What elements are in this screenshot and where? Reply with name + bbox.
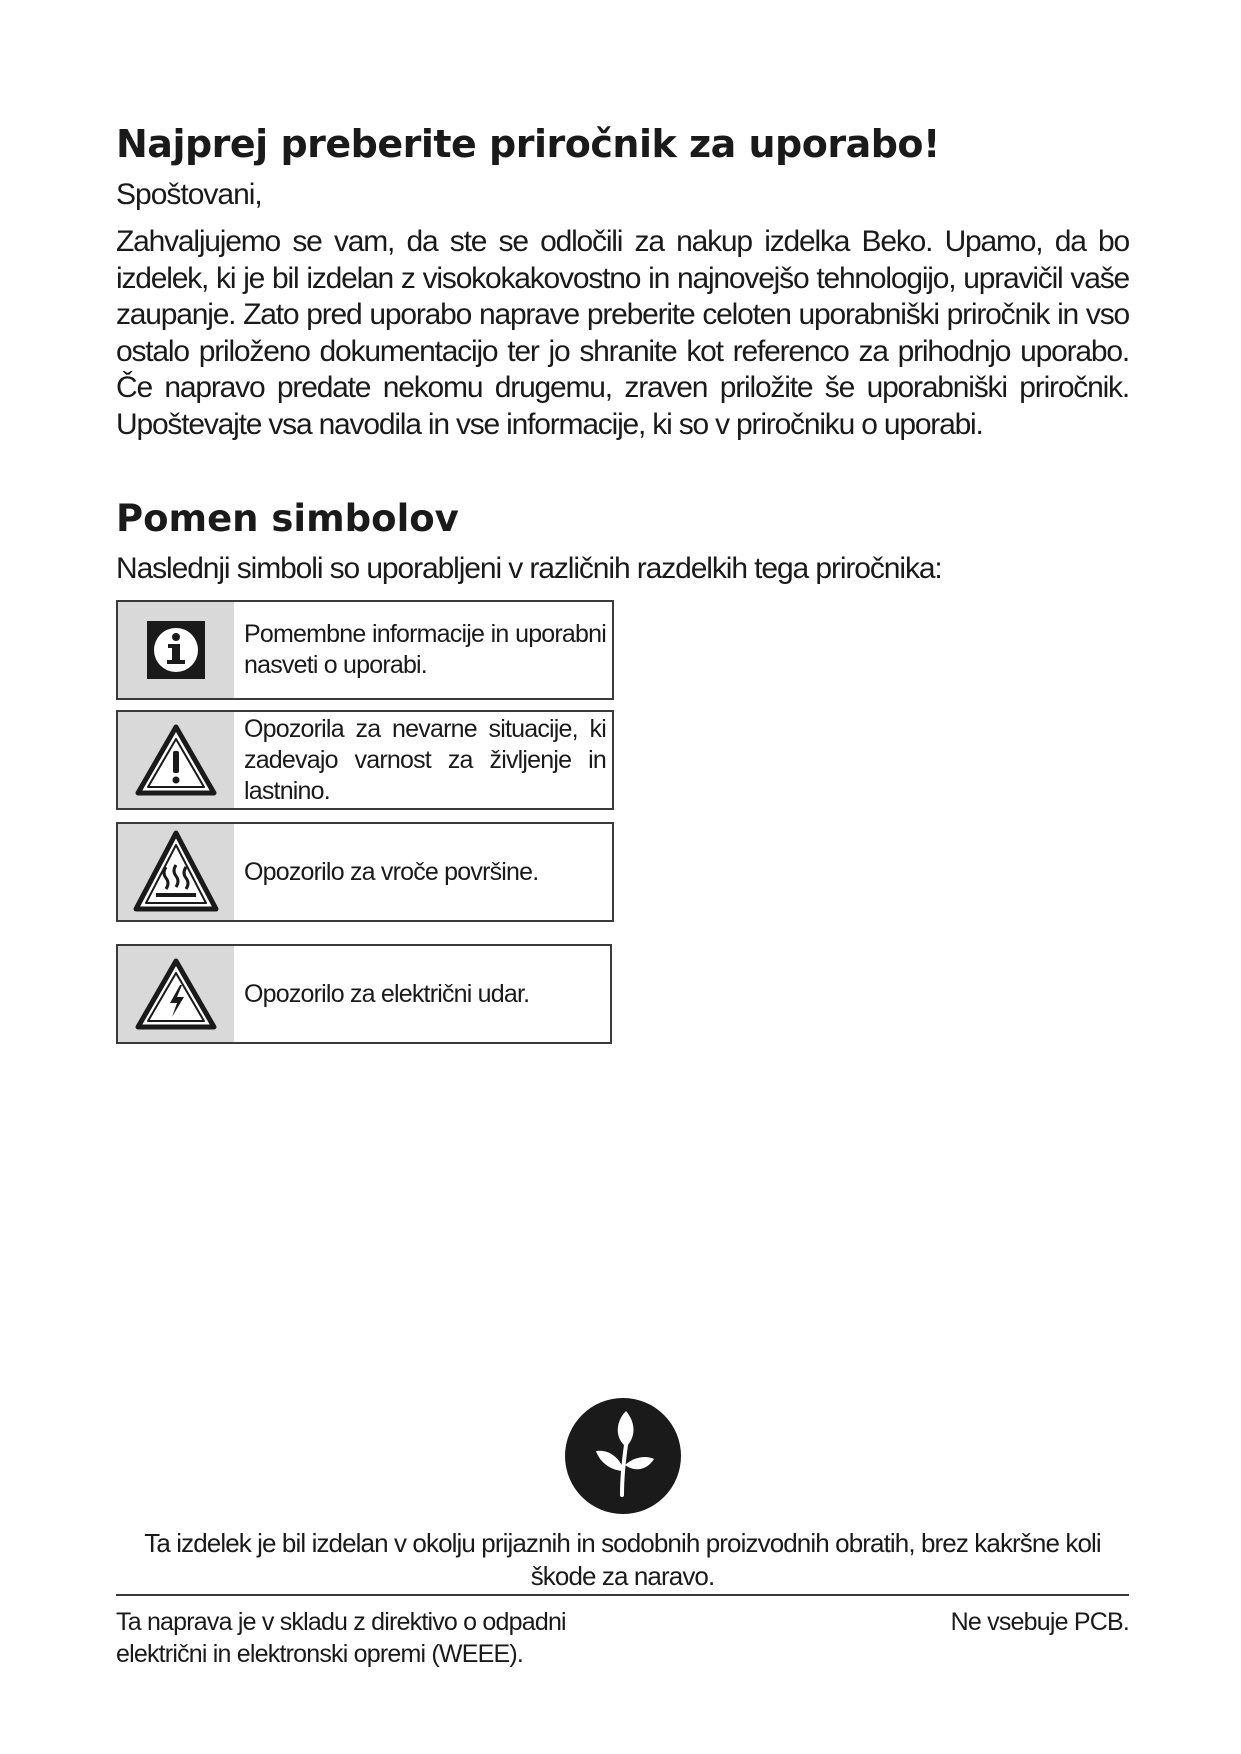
symbol-row-info xyxy=(116,600,614,700)
symbols-lead: Naslednji simboli so uporabljeni v različnih razdelkih tega priročnika: xyxy=(116,552,942,585)
page-title: Najprej preberite priročnik za uporabo! xyxy=(116,122,940,166)
info-icon xyxy=(145,619,207,681)
symbol-icon-cell xyxy=(118,824,234,920)
symbol-text: Opozorilo za vroče površine. xyxy=(244,857,539,886)
symbol-icon-cell xyxy=(118,946,234,1042)
warning-icon xyxy=(134,723,218,797)
symbol-row-hot-surface xyxy=(116,822,614,922)
symbol-text: Opozorilo za električni udar. xyxy=(244,979,530,1008)
intro-paragraph: Zahvaljujemo se vam, da ste se odločili za nakup izdelka Beko. Upamo, da bo izdelek, ki je bil izdelan z visokokakovostno in najnovejšo tehnologijo, upravičil vaše zaupanje. Zato pred uporabo naprave preberite celoten uporabniški priročnik in vso ostalo priloženo dokumentacijo ter jo shranite kot referenco za prihodnjo uporabo. Če napravo predate nekomu drugemu, zraven priložite še uporabniški priročnik. Upoštevajte vsa navodila in vse informacije, ki so v priročniku o uporabi. xyxy=(116,225,1129,441)
greeting: Spoštovani, xyxy=(116,178,262,211)
symbol-row-warning xyxy=(116,710,614,810)
symbol-icon-cell xyxy=(118,712,234,808)
hot-surface-icon xyxy=(132,829,220,915)
weee-notice: Ta naprava je v skladu z direktivo o odpadni električni in elektronski opremi (WEEE). xyxy=(116,1608,566,1668)
symbol-icon-cell xyxy=(118,602,234,698)
symbol-row-electric-shock xyxy=(116,944,612,1044)
symbol-text: Opozorila za nevarne situacije, ki zadevajo varnost za življenje in lastnino. xyxy=(244,714,606,805)
leaf-icon xyxy=(564,1397,682,1515)
footer-divider xyxy=(116,1594,1129,1596)
symbol-text: Pomembne informacije in uporabni nasveti o uporabi. xyxy=(244,620,606,679)
electric-shock-icon xyxy=(134,957,218,1031)
pcb-notice: Ne vsebuje PCB. xyxy=(950,1608,1129,1636)
symbols-section-title: Pomen simbolov xyxy=(116,497,459,540)
eco-text: Ta izdelek je bil izdelan v okolju prijaznih in sodobnih proizvodnih obratih, brez kakršne koli škode za naravo. xyxy=(144,1528,1101,1591)
